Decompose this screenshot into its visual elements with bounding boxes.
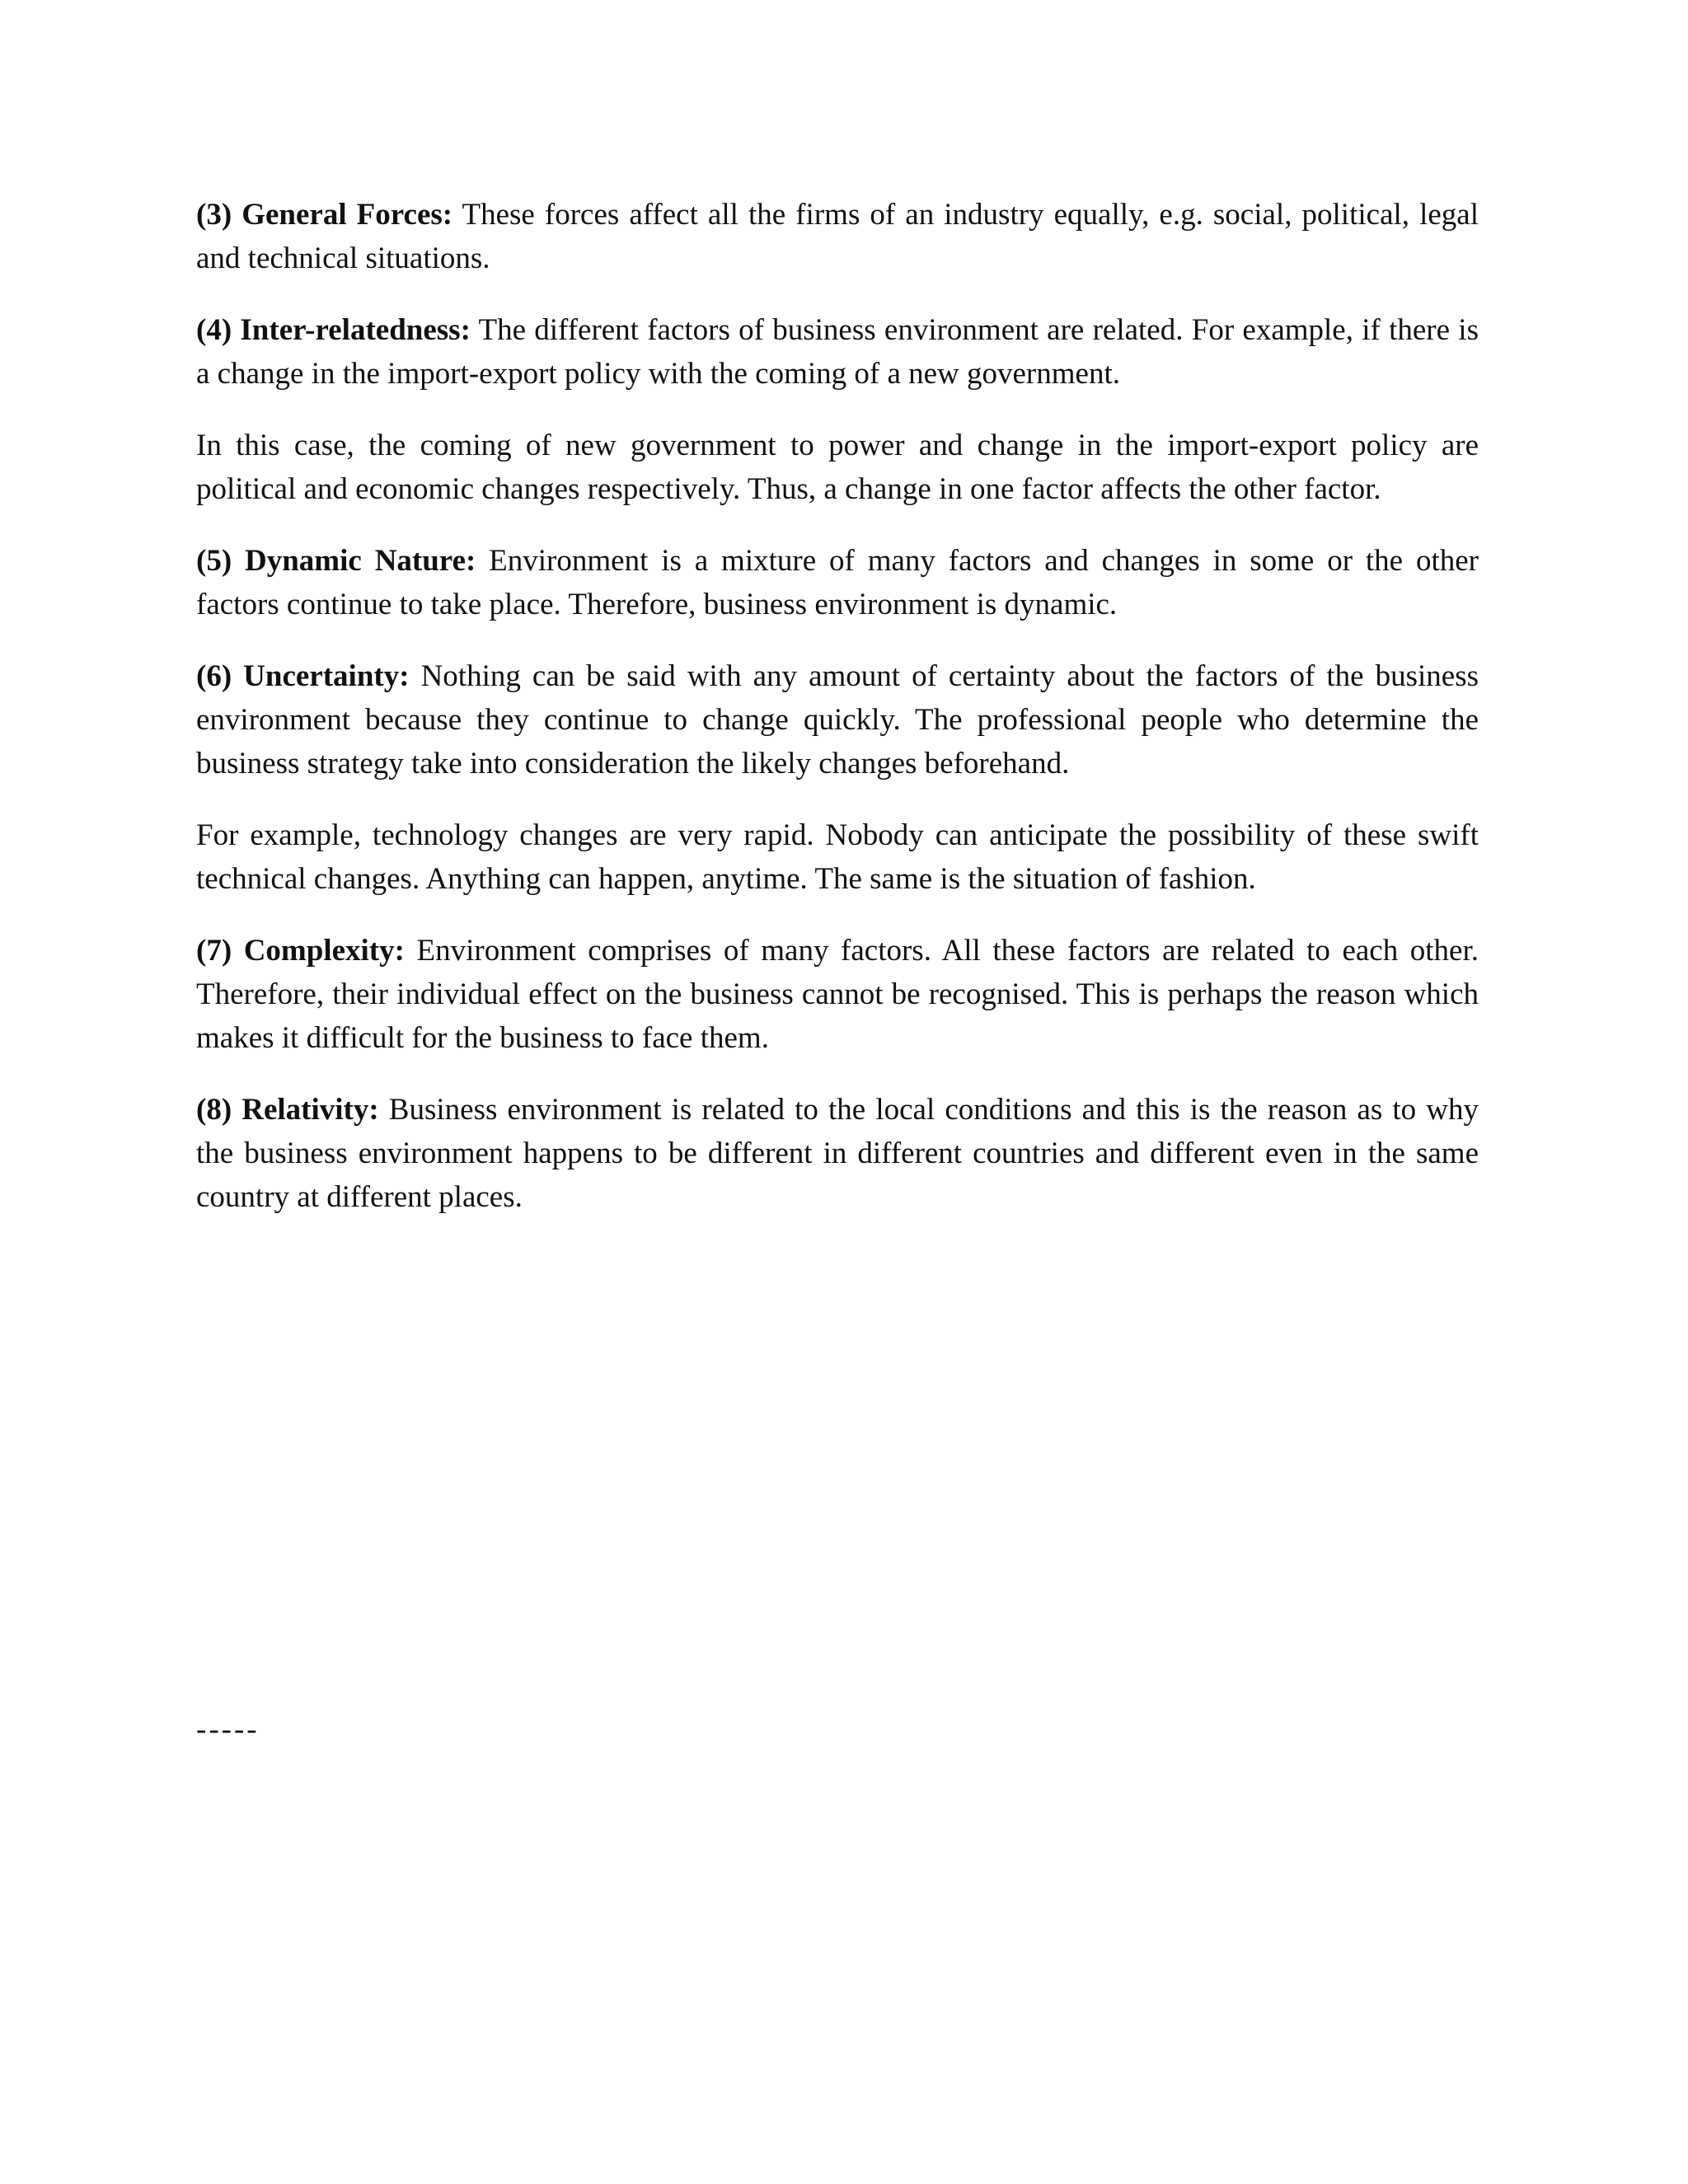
paragraph-heading: (4) Inter-relatedness:	[196, 313, 471, 347]
paragraph-uncertainty-example	[196, 813, 1479, 901]
paragraph-text: Environment comprises of many factors. All these factors are related to each other. Therefore, their individual effect on the business cannot be recognised. This is perhaps the reason which makes it difficult for the business to face them.	[196, 934, 1479, 1055]
document-body	[196, 193, 1479, 1247]
paragraph-heading: (6) Uncertainty:	[196, 659, 410, 693]
paragraph-text: Business environment is related to the local conditions and this is the reason as to why the business environment happens to be different in different countries and different even in the same country at different places.	[196, 1093, 1479, 1214]
paragraph-inter-relatedness-example	[196, 424, 1479, 511]
paragraph-inter-relatedness	[196, 308, 1479, 396]
paragraph-heading: (3) General Forces:	[196, 198, 453, 232]
paragraph-text: The different factors of business environment are related. For example, if there is a change in the import-export policy with the coming of a new government.	[196, 313, 1479, 391]
end-marker: -----	[196, 1713, 260, 1746]
paragraph-text: Environment is a mixture of many factors and changes in some or the other factors continue to take place. Therefore, business environment is dynamic.	[196, 544, 1479, 621]
paragraph-uncertainty	[196, 654, 1479, 785]
paragraph-heading: (5) Dynamic Nature:	[196, 544, 476, 578]
paragraph-heading: (8) Relativity:	[196, 1093, 379, 1127]
paragraph-text: In this case, the coming of new government to power and change in the import-export policy are political and economic changes respectively. Thus, a change in one factor affects the other factor.	[196, 429, 1479, 506]
paragraph-relativity	[196, 1088, 1479, 1219]
paragraph-complexity	[196, 929, 1479, 1060]
paragraph-general-forces	[196, 193, 1479, 280]
paragraph-dynamic-nature	[196, 539, 1479, 626]
paragraph-text: For example, technology changes are very rapid. Nobody can anticipate the possibility of these swift technical changes. Anything can happen, anytime. The same is the situation of fashion.	[196, 818, 1479, 896]
paragraph-text: Nothing can be said with any amount of certainty about the factors of the business environment because they continue to change quickly. The professional people who determine the business strategy take into consideration the likely changes beforehand.	[196, 659, 1479, 780]
paragraph-heading: (7) Complexity:	[196, 934, 405, 968]
paragraph-text: These forces affect all the firms of an industry equally, e.g. social, political, legal and technical situations.	[196, 198, 1479, 275]
